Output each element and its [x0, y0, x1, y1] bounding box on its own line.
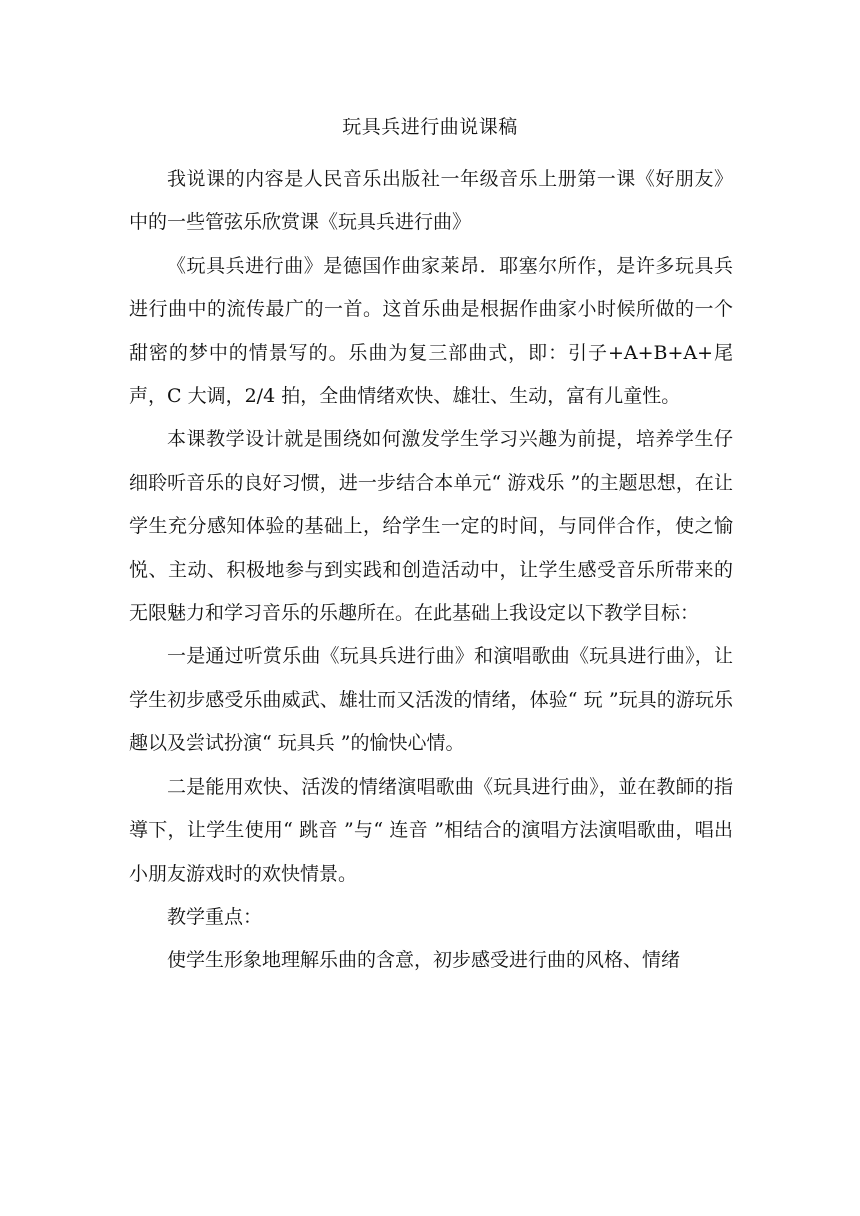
- document-body: [129, 158, 733, 983]
- document-title: 玩具兵进行曲说课稿: [342, 116, 518, 138]
- paragraph-teaching-design: 本课教学设计就是围绕如何激发学生学习兴趣为前提，培养学生仔细聆听音乐的良好习惯，进一步结合本单元“ 游戏乐 ”的主题思想，在让学生充分感知体验的基础上，给学生一定的时间，与同伴合作，使之愉悦、主动、积极地参与到实践和创造活动中，让学生感受音乐所带来的无限魅力和学习音乐的乐趣所在。在此基础上我设定以下教学目标：: [129, 428, 733, 625]
- paragraph-music-background: 《玩具兵进行曲》是德国作曲家莱昂．耶塞尔所作，是许多玩具兵进行曲中的流传最广的一首。这首乐曲是根据作曲家小时候所做的一个甜密的梦中的情景写的。乐曲为复三部曲式，即：引子+A+B+A+尾声，C 大调，2/4 拍，全曲情绪欢快、雄壮、生动，富有儿童性。: [129, 254, 733, 408]
- paragraph-key-points: 使学生形象地理解乐曲的含意，初步感受进行曲的风格、情绪: [167, 949, 681, 972]
- paragraph-key-points-heading: 教学重点：: [167, 905, 263, 928]
- paragraph-goal-one: 一是通过听赏乐曲《玩具兵进行曲》和演唱歌曲《玩具进行曲》，让学生初步感受乐曲威武、雄壮而又活泼的情绪，体验“ 玩 ”玩具的游玩乐趣以及尝试扮演“ 玩具兵 ”的愉快心情。: [129, 645, 733, 755]
- paragraph-goal-two: 二是能用欢快、活泼的情绪演唱歌曲《玩具进行曲》，並在教師的指導下，让学生使用“ 跳音 ”与“ 连音 ”相结合的演唱方法演唱歌曲，唱出小朋友游戏时的欢快情景。: [129, 775, 733, 885]
- paragraph-intro: 我说课的内容是人民音乐出版社一年级音乐上册第一课《好朋友》中的一些管弦乐欣赏课《玩具兵进行曲》: [129, 168, 733, 234]
